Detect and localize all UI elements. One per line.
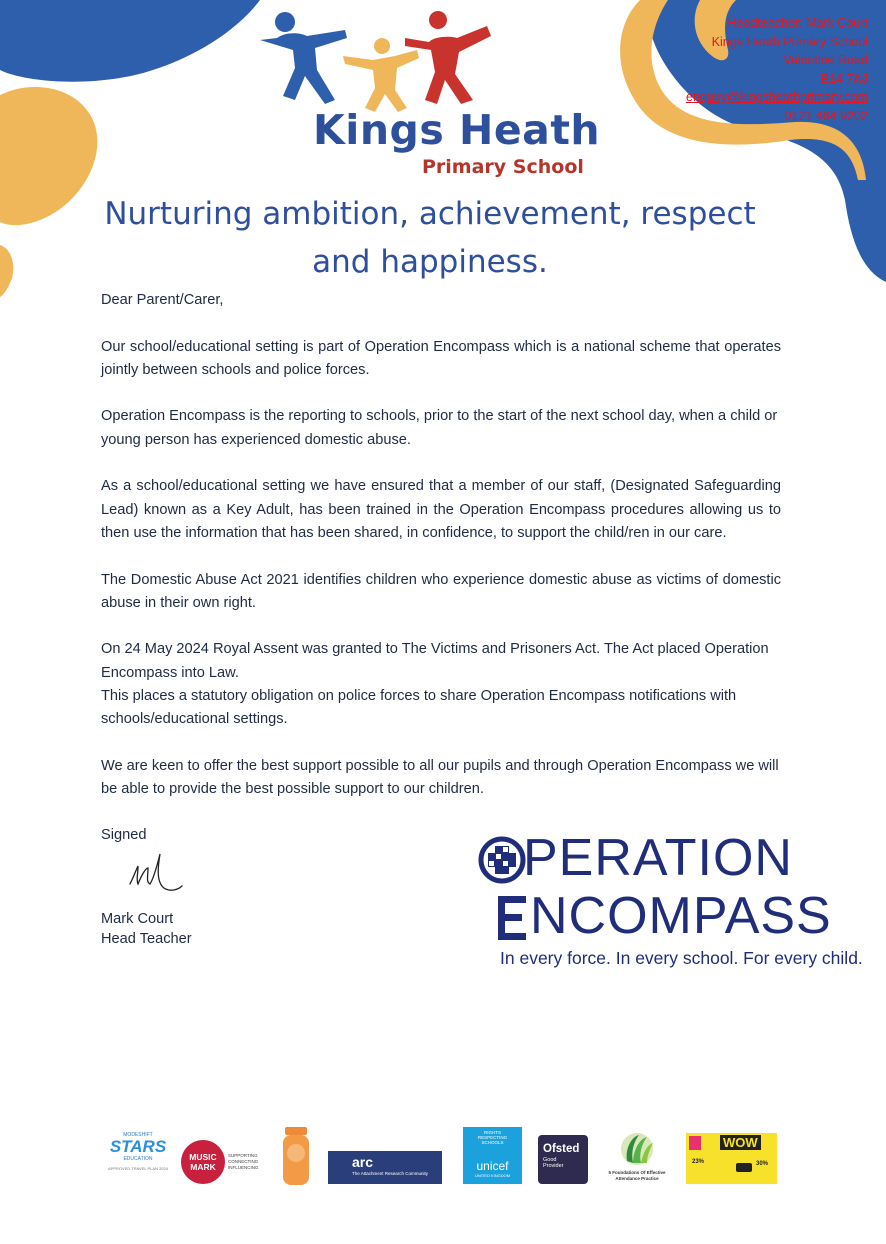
salutation: Dear Parent/Carer,	[101, 292, 224, 308]
badge-modeshift-stars	[108, 1132, 168, 1184]
wow-pink-box	[689, 1136, 701, 1150]
signed-label: Signed	[101, 827, 147, 843]
encompass-e-letter	[498, 896, 528, 940]
logo-figure-blue	[260, 12, 347, 104]
paragraph-3: As a school/educational setting we have ensured that a member of our staff, (Designated Safeguarding Lead) known as a Key Adult, has been trained in the Operation Encompass procedures allowing us to then use the information that has been shared, in confidence, to support the child/ren in our care.	[101, 478, 781, 541]
street-line: Valentine Road	[783, 53, 868, 67]
school-address	[686, 14, 868, 125]
paragraph-2: Operation Encompass is the reporting to schools, prior to the start of the next school day, when a child or young person has experienced domestic abuse.	[101, 408, 778, 448]
unicef-sub-text: UNITED KINGDOM	[474, 1173, 511, 1178]
ofsted-sub-text: Good Provider	[543, 1157, 564, 1169]
encompass-line-2: NCOMPASS	[530, 887, 832, 945]
unicef-top-text: RIGHTS RESPECTING SCHOOLS	[477, 1130, 508, 1145]
operation-encompass-logo	[478, 828, 863, 978]
signature	[124, 848, 184, 898]
badge-unicef-rights-respecting	[463, 1127, 522, 1184]
paragraph-1: Our school/educational setting is part of Operation Encompass which is a national scheme that operates jointly between schools and police forces.	[101, 338, 781, 378]
badge-music-mark	[181, 1140, 225, 1184]
music-text-1: MUSIC	[189, 1152, 217, 1162]
school-name-line: Kings Heath Primary School	[711, 34, 868, 49]
ofsted-text: Ofsted	[543, 1143, 580, 1155]
postcode-line: B14 7AJ	[820, 71, 868, 86]
left-orange-small	[0, 245, 13, 297]
encompass-cross-icon	[478, 836, 526, 884]
headteacher-line: Headteacher: Mark Court	[727, 16, 868, 30]
music-text-2: MARK	[190, 1162, 216, 1172]
wow-car-icon	[736, 1163, 752, 1172]
signer-role: Head Teacher	[101, 931, 192, 947]
stars-text: STARS	[109, 1137, 167, 1156]
accreditation-badges	[0, 1120, 886, 1200]
badge-attendance-icon	[617, 1131, 657, 1167]
badge-orange-award-icon	[279, 1127, 313, 1185]
arc-sub-text: The Attachment Research Community	[352, 1171, 429, 1176]
stars-top-text: MODESHIFT	[123, 1132, 153, 1138]
stars-sub-text: EDUCATION	[123, 1156, 153, 1162]
motto-line-2: and happiness.	[312, 244, 548, 280]
paragraph-5a: On 24 May 2024 Royal Assent was granted to The Victims and Prisoners Act. The Act placed Operation Encompass into Law.	[101, 641, 769, 681]
logo-figure-orange	[343, 38, 419, 112]
phone-line: 0121 464 9202	[784, 108, 868, 123]
paragraph-5b: This places a statutory obligation on police forces to share Operation Encompass notifications with schools/educational settings.	[101, 688, 737, 728]
school-motto	[60, 190, 800, 286]
paragraph-4: The Domestic Abuse Act 2021 identifies children who experience domestic abuse as victims of domestic abuse in their own right.	[101, 571, 781, 611]
unicef-text: unicef	[476, 1159, 509, 1173]
badge-arc	[328, 1151, 442, 1184]
wow-text: WOW	[720, 1135, 761, 1150]
stars-foot-text: APPROVED TRAVEL PLAN 2024	[108, 1166, 168, 1171]
encompass-line-1: PERATION	[523, 829, 793, 887]
wow-stat-1: 23%	[692, 1159, 705, 1165]
email-link[interactable]: enquiry@kingsheathprimary.com	[686, 90, 868, 104]
motto-line-1: Nurturing ambition, achievement, respect	[104, 196, 756, 232]
letter-body	[101, 289, 781, 825]
badge-ofsted	[538, 1135, 588, 1184]
encompass-tagline: In every force. In every school. For every child.	[500, 948, 863, 968]
wow-stat-2: 30%	[756, 1161, 769, 1167]
badge-wow-walk-to-school	[686, 1133, 777, 1184]
logo-school-name: Kings Heath	[313, 106, 601, 154]
logo-school-subtitle: Primary School	[422, 156, 584, 178]
arc-text: arc	[352, 1154, 374, 1170]
signer-name: Mark Court	[101, 911, 174, 927]
attendance-text: 5 Foundations Of Effective Attendance Practice	[608, 1170, 666, 1181]
top-left-blob	[0, 0, 260, 82]
paragraph-6: We are keen to offer the best support possible to all our pupils and through Operation Encompass we will be able to provide the best possible support to our children.	[101, 757, 779, 798]
music-mark-tagline: SUPPORTING CONNECTING INFLUENCING	[228, 1153, 259, 1170]
signer-block	[101, 909, 192, 949]
